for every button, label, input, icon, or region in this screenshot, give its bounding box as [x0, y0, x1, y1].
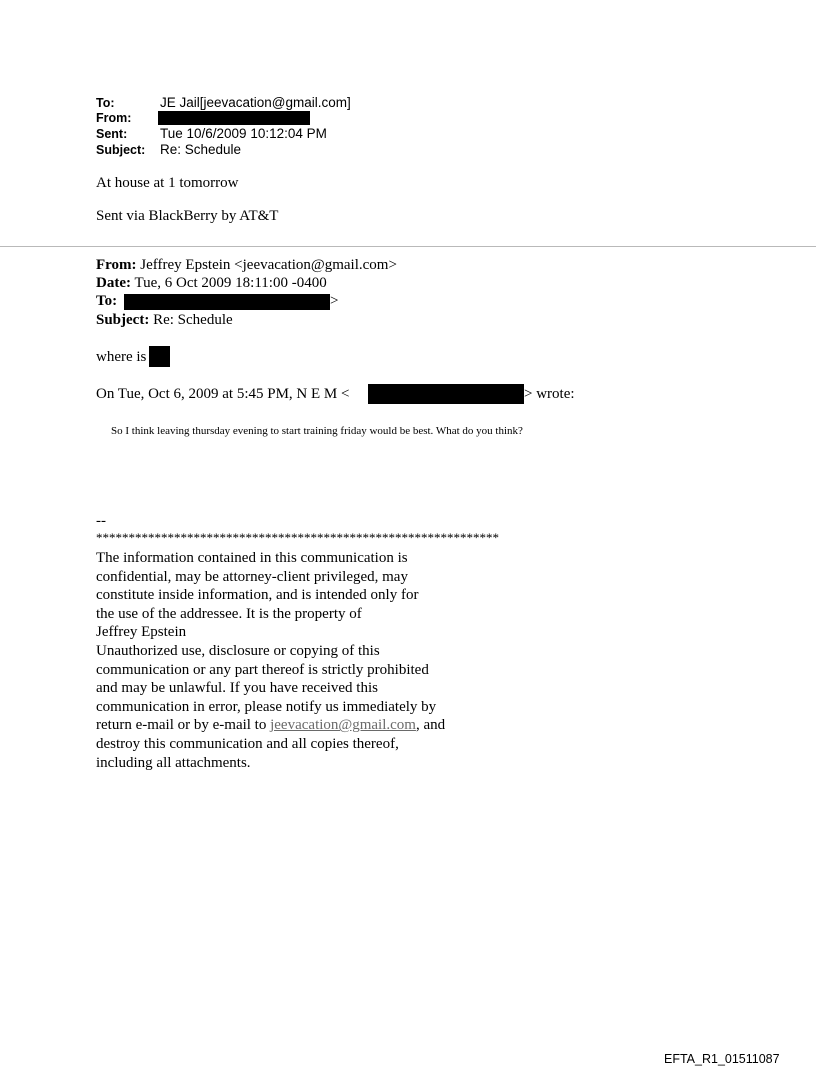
- sent-label: Sent:: [96, 127, 128, 141]
- to-label: To:: [96, 96, 115, 110]
- message-signature: Sent via BlackBerry by AT&T: [96, 208, 279, 224]
- disclaimer-line: destroy this communication and all copies thereof,: [96, 735, 399, 752]
- quoted-to-trailing: >: [330, 293, 339, 309]
- from-label: From:: [96, 111, 132, 125]
- document-id: EFTA_R1_01511087: [664, 1052, 780, 1066]
- disclaimer-line: Unauthorized use, disclosure or copying of this: [96, 642, 380, 659]
- stars-divider: **************************************************************: [96, 530, 499, 545]
- return-prefix: return e-mail or by e-mail to: [96, 717, 271, 734]
- disclaimer-line: Jeffrey Epstein: [96, 624, 187, 641]
- quoted-from-label: From:: [96, 257, 137, 273]
- subject-label: Subject:: [96, 143, 146, 157]
- quoted-date-value: Tue, 6 Oct 2009 18:11:00 -0400: [134, 275, 327, 291]
- disclaimer-return-line: [96, 716, 516, 735]
- redaction-to: [124, 294, 330, 310]
- return-suffix: , and: [415, 717, 446, 734]
- email-link[interactable]: jeevacation@gmail.com: [270, 717, 416, 734]
- redaction-where: [149, 346, 170, 367]
- disclaimer-block: [96, 549, 516, 772]
- redaction-sender-email: [368, 384, 524, 404]
- disclaimer-line: The information contained in this communication is: [96, 550, 408, 566]
- quoted-subject-line: [96, 312, 233, 329]
- disclaimer-line: including all attachments.: [96, 754, 251, 771]
- disclaimer-line: communication or any part thereof is strictly prohibited: [96, 661, 429, 678]
- message-line: At house at 1 tomorrow: [96, 175, 239, 191]
- quoted-subject-value: Re: Schedule: [153, 312, 233, 328]
- subject-value: Re: Schedule: [160, 142, 242, 157]
- quoted-subject-label: Subject:: [96, 312, 150, 328]
- disclaimer-line: constitute inside information, and is intended only for: [96, 587, 419, 604]
- signature-separator: --: [96, 513, 106, 529]
- disclaimer-line: and may be unlawful. If you have received this: [96, 680, 378, 697]
- disclaimer-line: communication in error, please notify us immediately by: [96, 698, 437, 715]
- attribution-suffix: > wrote:: [524, 386, 575, 402]
- disclaimer-line: confidential, may be attorney-client privileged, may: [96, 568, 408, 585]
- quoted-from-line: [96, 257, 397, 274]
- quoted-date-label: Date:: [96, 275, 131, 291]
- quoted-from-value: Jeffrey Epstein <jeevacation@gmail.com>: [140, 257, 397, 273]
- quoted-date-line: [96, 275, 327, 292]
- attribution-prefix: On Tue, Oct 6, 2009 at 5:45 PM, N E M <: [96, 386, 350, 402]
- quoted-message: So I think leaving thursday evening to start training friday would be best. What do you think?: [111, 425, 523, 437]
- disclaimer-line: the use of the addressee. It is the property of: [96, 605, 362, 622]
- message-divider: [0, 246, 816, 247]
- quoted-to-label: To:: [96, 293, 118, 309]
- to-value: JE Jail[jeevacation@gmail.com]: [160, 95, 351, 110]
- sent-value: Tue 10/6/2009 10:12:04 PM: [160, 126, 327, 141]
- quoted-to-line: [96, 293, 117, 310]
- redaction-from: [158, 111, 310, 125]
- where-is-text: where is: [96, 349, 147, 365]
